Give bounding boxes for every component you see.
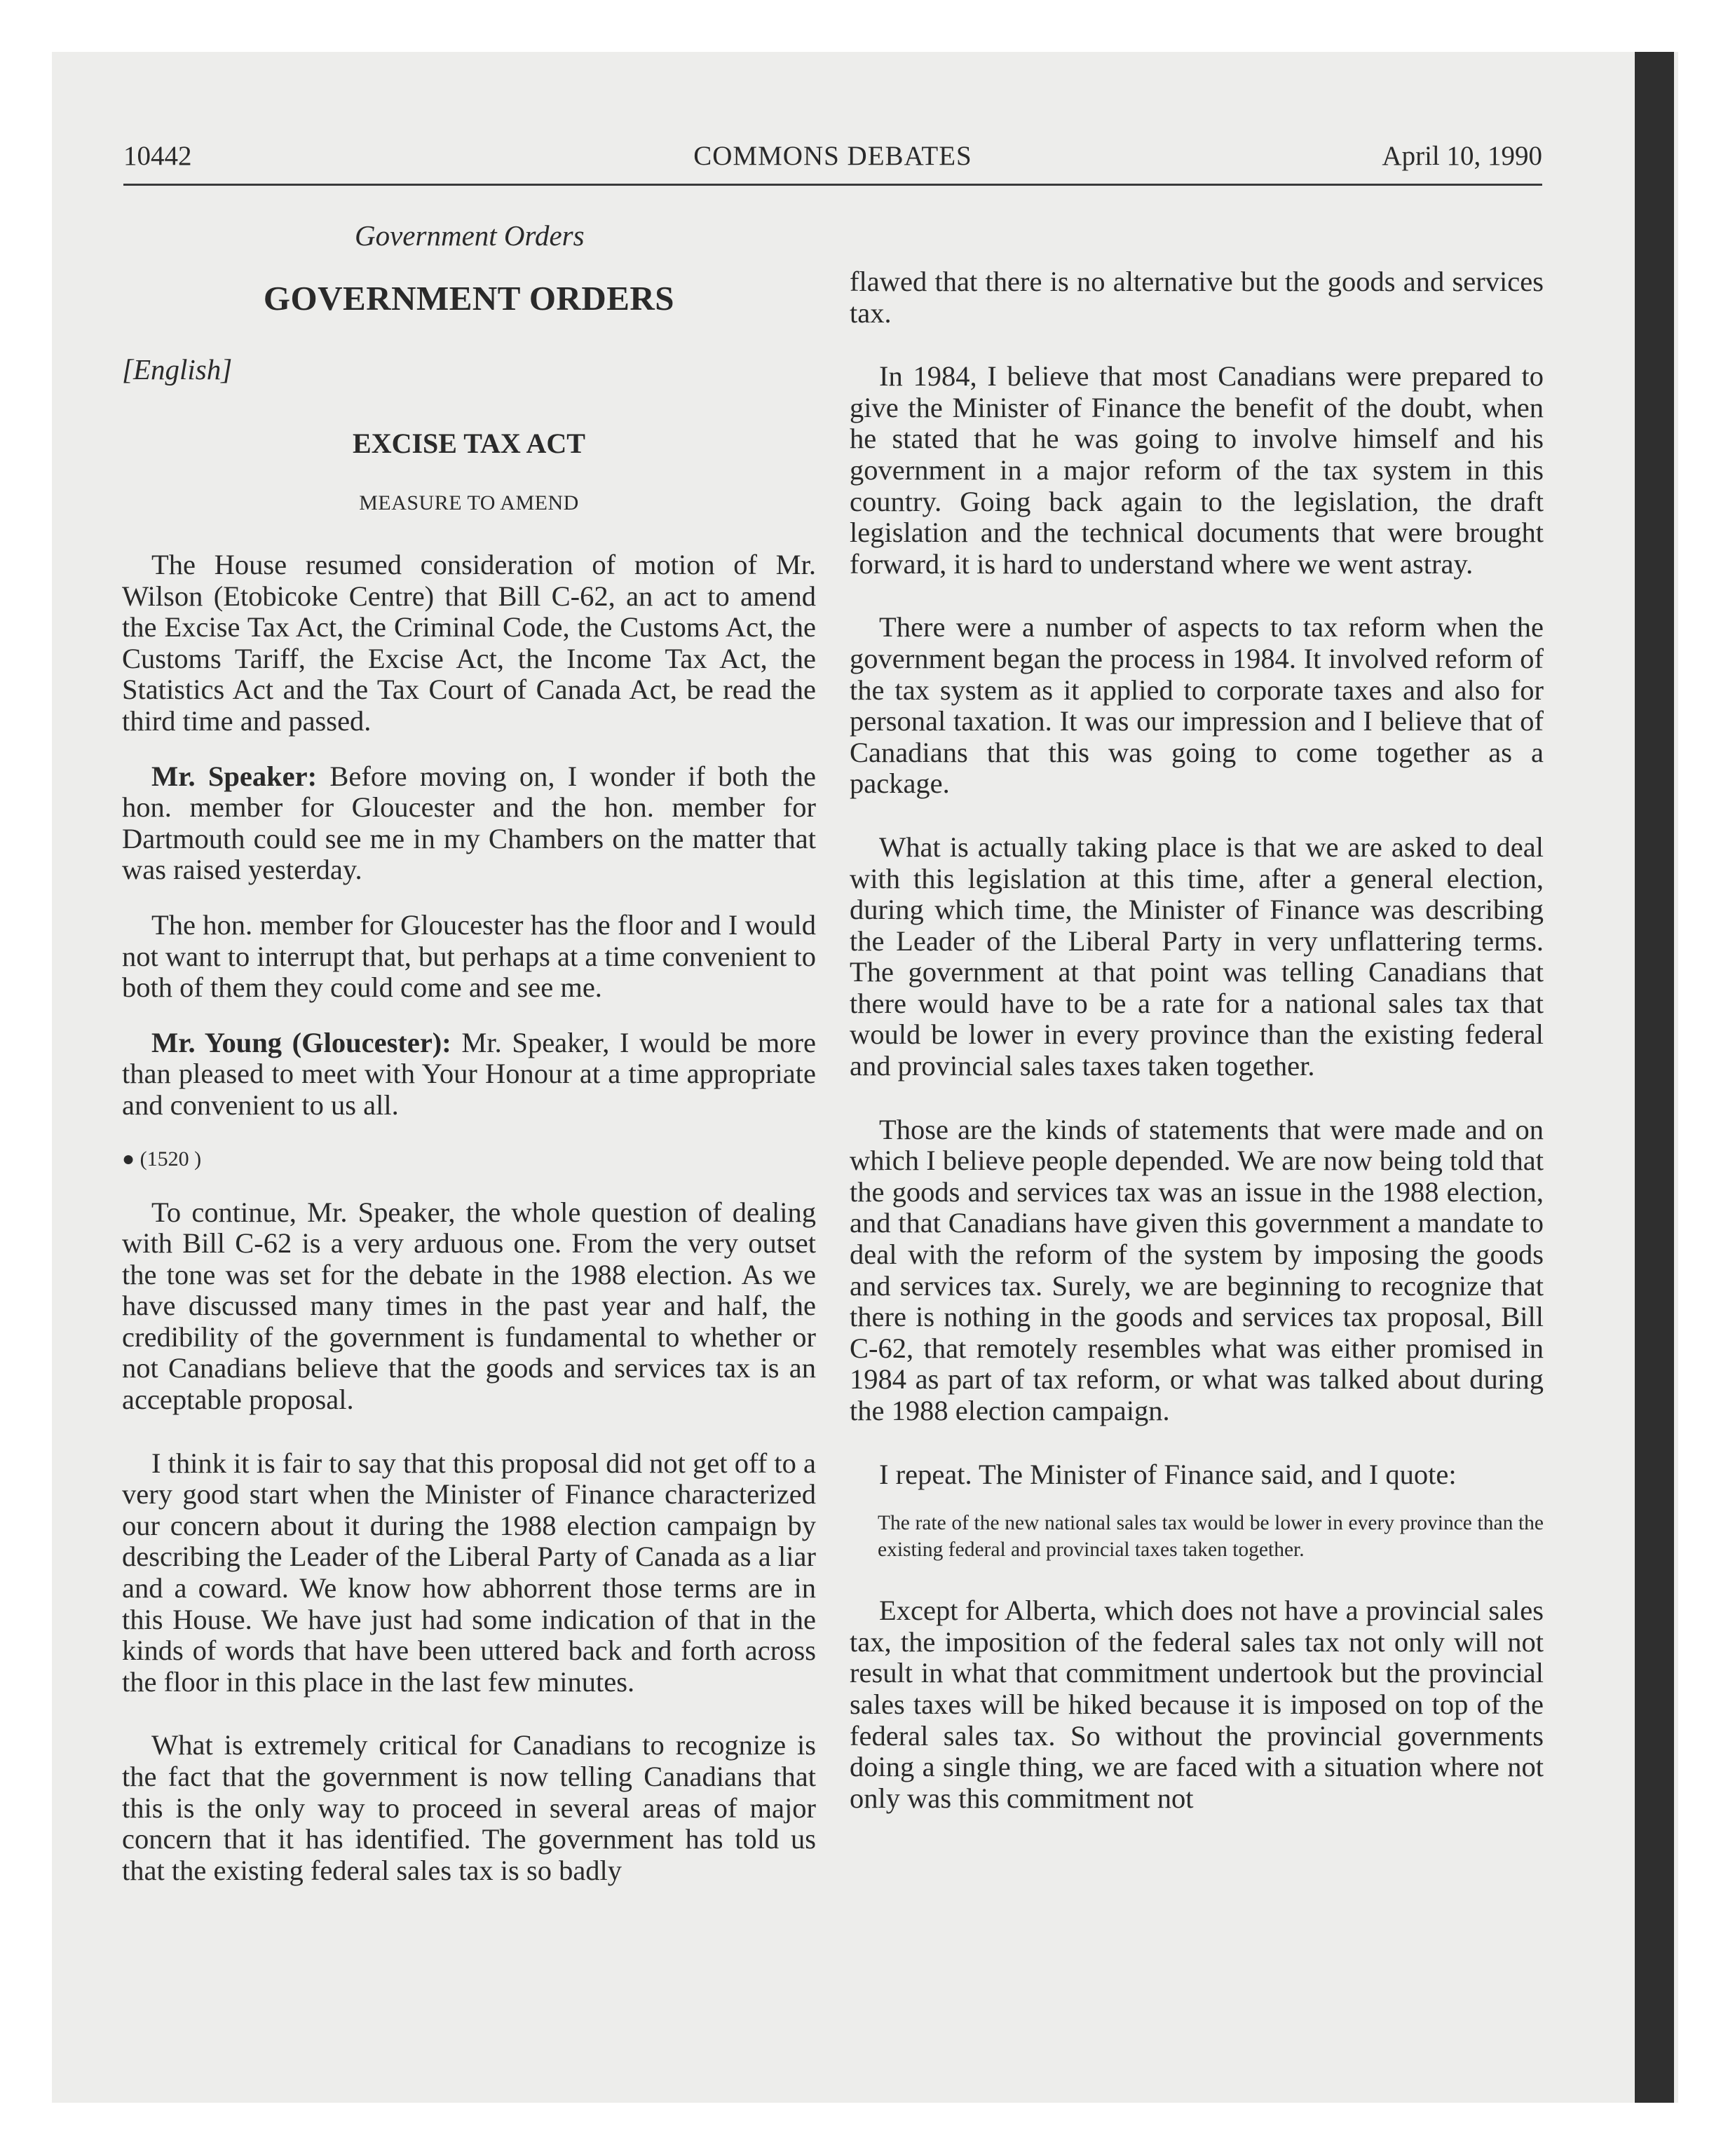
block-quote: The rate of the new national sales tax would be lower in every province than the existing federal and provincial taxes taken together. [878,1512,1544,1562]
paragraph: I repeat. The Minister of Finance said, and I quote: [879,1458,1457,1490]
paragraph-continued: flawed that there is no alternative but the goods and services tax. [850,266,1544,329]
speaker-paragraph [122,1028,816,1121]
subheading: MEASURE TO AMEND [359,491,579,514]
language-note: [English] [122,353,233,386]
speaker-name: Mr. Young (Gloucester): [151,1026,451,1058]
header-rule [123,184,1542,186]
paragraph: What is actually taking place is that we are asked to deal with this legislation at this time, after a general election, during which time, the Minister of Finance was describing the Leader of the Liberal Party in very unflattering terms. The government at that point was telling Canadians that there would have to be a rate for a national sales tax that would be lower in every province than the existing federal and provincial sales taxes taken together. [850,831,1544,1082]
speech-text: Mr. Speaker, I would be more than pleased to meet with Your Honour at a time appropriate and convenient to us all. [122,1026,817,1121]
paragraph: What is extremely critical for Canadians to recognize is the fact that the government is now telling Canadians that this is the only way to proceed in several areas of major concern that it has identified. The government has told us that the existing federal sales tax is so badly [122,1729,816,1886]
speaker-name: Mr. Speaker: [151,760,318,792]
paragraph: Except for Alberta, which does not have a provincial sales tax, the imposition of the federal sales tax not only will not result in what that commitment undertook but the provincial sales taxes will be hiked because it is imposed on top of the federal sales tax. So without the provincial governments doing a single thing, we are faced with a situation where not only was this commitment not [850,1595,1544,1814]
speech-text: Before moving on, I wonder if both the hon. member for Gloucester and the hon. member for Dartmouth could see me in my Chambers on the matter that was raised yesterday. [122,760,817,886]
bullet-icon: ● [122,1147,135,1171]
right-column [850,266,1544,1814]
act-heading: EXCISE TAX ACT [353,428,585,459]
main-heading: GOVERNMENT ORDERS [263,279,675,318]
paragraph: To continue, Mr. Speaker, the whole question of dealing with Bill C-62 is a very arduous one. From the very outset the tone was set for the debate in the 1988 election. As we have discussed many times in the past year and half, the credibility of the government is fundamental to whether or not Canadians believe that the goods and services tax is an acceptable proposal. [122,1196,816,1416]
running-header [123,140,1542,182]
time-marker-text: (1520 ) [140,1147,202,1171]
paragraph: There were a number of aspects to tax reform when the government began the process in 1984. It involved reform of the tax system as it applied to corporate taxes and also for personal taxation. It was our impression and I believe that of Canadians that this was going to come together as a package. [850,611,1544,800]
paragraph: In 1984, I believe that most Canadians were prepared to give the Minister of Finance the benefit of the doubt, when he stated that he was going to involve himself and his government in a major reform of the tax system in this country. Going back again to the legislation, the draft legislation and the technical documents that were brought forward, it is hard to understand where we went astray. [850,360,1544,580]
speaker-paragraph [122,761,816,886]
paragraph: I think it is fair to say that this proposal did not get off to a very good start when the Minister of Finance characterized our concern about it during the 1988 election campaign by describing the Leader of the Liberal Party of Canada as a liar and a coward. We know how abhorrent those terms are in this House. We have just had some indication of that in the kinds of words that have been uttered back and forth across the floor in this place in the last few minutes. [122,1447,816,1698]
motion-paragraph: The House resumed consideration of motion of Mr. Wilson (Etobicoke Centre) that Bill C-62, an act to amend the Excise Tax Act, the Criminal Code, the Customs Act, the Customs Tariff, the Excise Act, the Income Tax Act, the Statistics Act and the Tax Court of Canada Act, be read the third time and passed. [122,549,816,737]
time-marker [122,1145,816,1173]
publication-title: COMMONS DEBATES [693,141,972,171]
left-column [122,214,816,1886]
paragraph: The hon. member for Gloucester has the floor and I would not want to interrupt that, but perhaps at a time convenient to both of them they could come and see me. [122,908,816,1004]
paragraph: Those are the kinds of statements that were made and on which I believe people depended. We are now being told that the goods and services tax was an issue in the 1988 election, and that Canadians have given this government a mandate to deal with the reform of the system by imposing the goods and services tax. Surely, we are beginning to recognize that there is nothing in the goods and services tax proposal, Bill C-62, that remotely resembles what was either promised in 1984 as part of tax reform, or what was talked about during the 1988 election campaign. [850,1113,1544,1426]
header-date: April 10, 1990 [1382,141,1542,171]
scan-edge-bar [1635,52,1674,2103]
page-number: 10442 [123,141,192,171]
section-label: Government Orders [355,219,585,252]
